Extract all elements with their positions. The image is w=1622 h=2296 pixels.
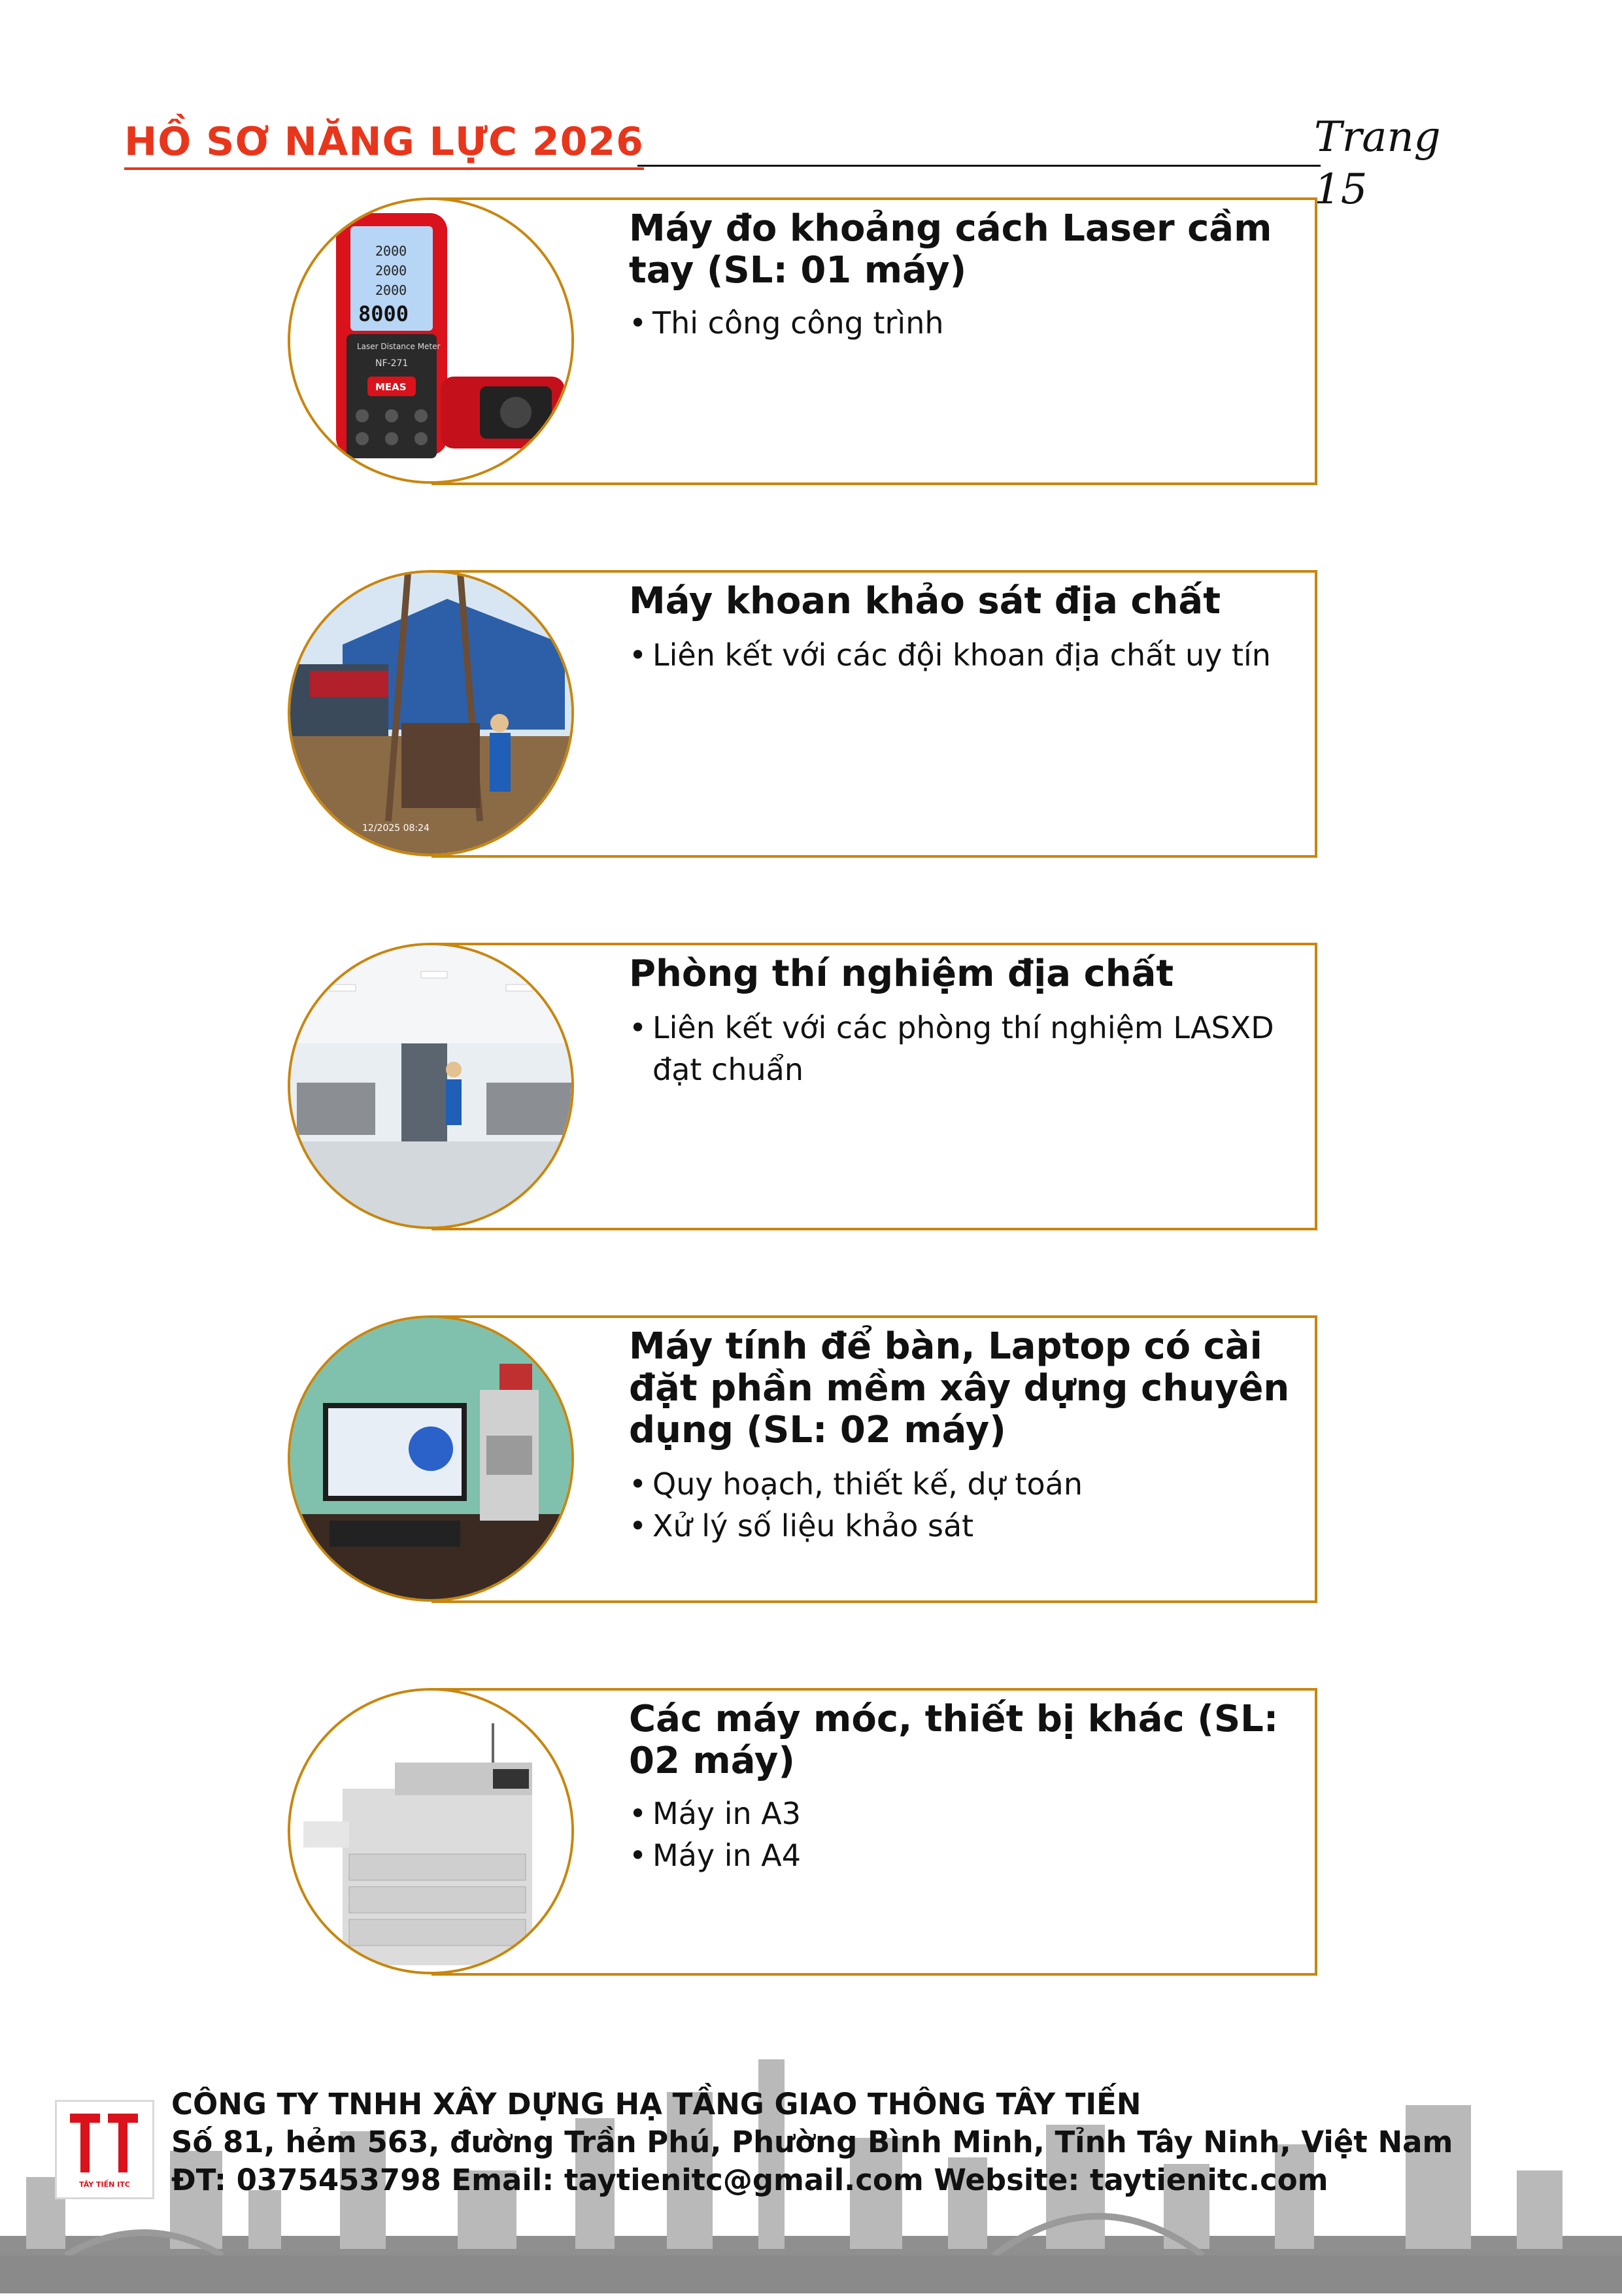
readout-main: 8000 xyxy=(358,301,409,326)
readout-2: 2000 xyxy=(375,263,407,279)
item-bullet-list xyxy=(629,1463,1309,1547)
footer-company-info xyxy=(171,2085,1577,2199)
footer-company-name: CÔNG TY TNHH XÂY DỰNG HẠ TẦNG GIAO THÔNG TÂY TIẾN xyxy=(171,2087,1141,2121)
item-bullet-list xyxy=(629,302,1309,344)
geology-lab-photo xyxy=(288,943,574,1229)
device-brand: Laser Distance Meter xyxy=(357,342,441,351)
item-title: Máy khoan khảo sát địa chất xyxy=(629,580,1221,622)
device-model: NF-271 xyxy=(375,358,409,369)
list-item: • Máy in A3 xyxy=(629,1793,1309,1834)
item-title: Các máy móc, thiết bị khác (SL: 02 máy) xyxy=(629,1698,1279,1782)
svg-text:12/2025 08:24: 12/2025 08:24 xyxy=(362,823,430,834)
computer-and-total-station-photo xyxy=(288,1315,574,1602)
readout-3: 2000 xyxy=(375,282,407,298)
item-bullet-list xyxy=(629,1793,1309,1876)
item-title: Máy đo khoảng cách Laser cầm tay (SL: 01 máy) xyxy=(629,207,1272,292)
list-item: • Xử lý số liệu khảo sát xyxy=(629,1505,1309,1547)
item-title: Máy tính để bàn, Laptop có cài đặt phần mềm xây dựng chuyên dụng (SL: 02 máy) xyxy=(629,1325,1290,1451)
drilling-rig-photo xyxy=(288,570,574,856)
company-logo xyxy=(55,2100,154,2199)
equipment-item-lab xyxy=(0,941,1622,1242)
item-title: Phòng thí nghiệm địa chất xyxy=(629,953,1174,995)
list-item: • Thi công công trình xyxy=(629,302,1309,344)
item-bullet-list xyxy=(629,1007,1309,1090)
svg-text:TÂY TIẾN ITC: TÂY TIẾN ITC xyxy=(79,2180,130,2189)
laser-distance-meter-photo xyxy=(288,197,574,484)
footer-contact: ĐT: 0375453798 Email: taytienitc@gmail.com Website: taytienitc.com xyxy=(171,2163,1328,2197)
equipment-item-laser xyxy=(0,196,1622,497)
equipment-item-drilling xyxy=(0,569,1622,869)
readout-1: 2000 xyxy=(375,243,407,259)
equipment-item-computers xyxy=(0,1314,1622,1615)
header-rule xyxy=(637,165,1321,167)
office-printer-photo xyxy=(288,1688,574,1974)
meas-button-label: MEAS xyxy=(375,381,407,393)
item-bullet-list xyxy=(629,634,1309,676)
page-header-title: HỒ SƠ NĂNG LỰC 2026 xyxy=(124,116,644,170)
list-item: • Quy hoạch, thiết kế, dự toán xyxy=(629,1463,1309,1505)
page-number: Trang 15 xyxy=(1314,113,1441,214)
footer-address: Số 81, hẻm 563, đường Trần Phú, Phường Bình Minh, Tỉnh Tây Ninh, Việt Nam xyxy=(171,2125,1453,2159)
list-item: • Liên kết với các phòng thí nghiệm LASXD đạt chuẩn xyxy=(629,1007,1309,1090)
list-item: • Liên kết với các đội khoan địa chất uy tín xyxy=(629,634,1309,676)
list-item: • Máy in A4 xyxy=(629,1834,1309,1876)
equipment-item-printers xyxy=(0,1687,1622,1987)
